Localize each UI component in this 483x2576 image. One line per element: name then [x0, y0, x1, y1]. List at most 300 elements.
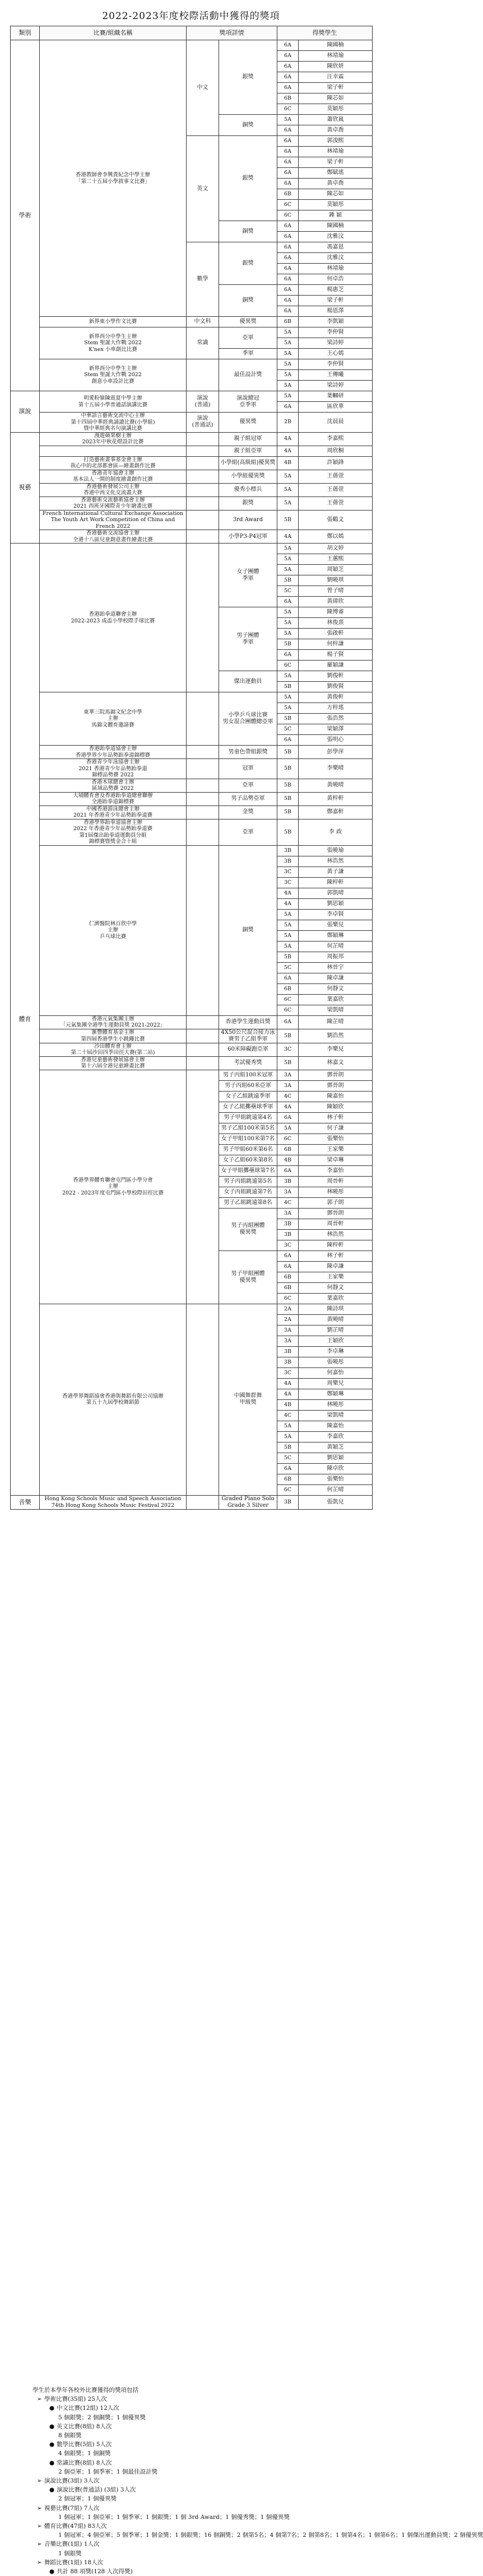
winner-class: 6A	[277, 1250, 299, 1261]
winner-class: 5A	[277, 703, 299, 714]
subject-cell	[187, 483, 219, 497]
winner-name: 張樂怡	[299, 1474, 373, 1484]
winner-class: 5A	[277, 483, 299, 497]
summary-text: 1 個銀獎	[58, 2550, 82, 2557]
winner-class: 6A	[277, 253, 299, 264]
winner-class: 3C	[277, 1367, 299, 1378]
subject-cell	[187, 446, 219, 456]
winner-class: 6A	[277, 83, 299, 93]
table-row	[11, 845, 373, 856]
winner-class: 3B	[277, 856, 299, 867]
winner-name: 陳梓軒	[299, 1240, 373, 1250]
winner-name: 林浩然	[299, 856, 373, 867]
winner-class: 5B	[277, 510, 299, 530]
winner-class: 6C	[277, 104, 299, 115]
event-cell: 明愛粉嶺陳震夏中學主辦 第十五屆小學普通話演講比賽	[40, 391, 187, 413]
summary-text: 2 個冠軍；1 個優異獎	[58, 2495, 117, 2503]
winner-class: 6A	[277, 232, 299, 242]
subject-cell	[187, 544, 219, 692]
category-cell: 體育	[11, 544, 40, 1496]
award-cell: 男子甲組跳遠第4名	[219, 1112, 277, 1123]
winner-name: 黃卓喬	[299, 179, 373, 189]
event-cell: 香港學界舞蹈協會香港與舞蹈有限公司協辦 第五十九屆學校舞蹈節	[40, 1304, 187, 1495]
winner-name: 黃梓軒	[299, 792, 373, 805]
winner-name: 何梓謙	[299, 639, 373, 650]
table-row	[11, 1015, 373, 1029]
awards-table-body	[11, 40, 373, 1510]
winner-name: 林曉彤	[299, 1187, 373, 1197]
award-cell: 3rd Award	[219, 510, 277, 530]
award-cell: 銀獎	[219, 136, 277, 221]
winner-class: 6A	[277, 168, 299, 179]
winner-class: 5A	[277, 359, 299, 370]
winner-name: 何芷晴	[299, 1484, 373, 1495]
winner-name: 鄧晉朗	[299, 1070, 373, 1080]
subject-cell	[187, 530, 219, 544]
winner-class: 6A	[277, 274, 299, 285]
subject-cell	[187, 456, 219, 470]
winner-class: 4A	[277, 446, 299, 456]
winner-class: 4C	[277, 1091, 299, 1102]
winner-name: 李樂晴	[299, 759, 373, 779]
table-row	[11, 456, 373, 470]
summary-bullet: ➢	[37, 2541, 42, 2548]
summary-line	[32, 2422, 369, 2431]
winner-class: 4A	[277, 888, 299, 898]
winner-name: 林俊熹	[299, 618, 373, 629]
winner-class: 6C	[277, 1134, 299, 1144]
summary-line	[32, 2476, 369, 2485]
award-cell: 小學乒乓球比賽 男女混合團體總亞軍	[219, 692, 277, 746]
event-cell: 香港藝術交流藝術協會主辦 2021 西班牙國際青少年繪畫比賽	[40, 497, 187, 510]
header-category: 類別	[11, 26, 40, 40]
winner-class: 6A	[277, 264, 299, 274]
event-cell: 新界西分中學生主辦 Stem 聖誕大作戰 2022 創意小車設計比賽	[40, 359, 187, 391]
winner-name: 梁卓琳	[299, 1155, 373, 1165]
table-row	[11, 446, 373, 456]
summary-text: 共計 88 項獎(128 人次得獎)	[57, 2568, 133, 2575]
winner-name: 劉思穎	[299, 1453, 373, 1463]
winner-class: 6C	[277, 994, 299, 1005]
summary-line	[32, 2386, 369, 2395]
winner-class: 5A	[277, 671, 299, 682]
winner-name: 沈晨晨	[299, 413, 373, 433]
winner-name: 周欣桐	[299, 446, 373, 456]
summary-line	[32, 2531, 483, 2540]
subject-cell	[187, 470, 219, 483]
award-cell: 親子組冠軍	[219, 432, 277, 446]
winner-class: 3B	[277, 845, 299, 856]
table-header-row	[11, 26, 373, 40]
winner-class: 6A	[277, 973, 299, 983]
winner-class: 5C	[277, 586, 299, 597]
event-cell: 新界東小學作文比賽	[40, 317, 187, 327]
winner-name: 王心嫣	[299, 349, 373, 359]
award-cell: 中國舞群舞 甲級獎	[219, 1304, 277, 1495]
winner-name: 劉俊賢	[299, 682, 373, 692]
table-row	[11, 759, 373, 779]
winner-name: 陳芯如	[299, 93, 373, 104]
category-cell: 音樂	[11, 1495, 40, 1509]
winner-class: 5A	[277, 629, 299, 639]
winner-name: 蕭欣嵐	[299, 115, 373, 125]
award-cell: 亞軍	[219, 779, 277, 792]
winner-class: 4C	[277, 1197, 299, 1208]
table-row	[11, 470, 373, 483]
winner-name: 林曉彤	[299, 1399, 373, 1410]
summary-line	[32, 2513, 369, 2522]
table-row	[11, 819, 373, 845]
summary-text: 音樂比賽(1組) 1人次	[44, 2541, 100, 2548]
winner-name: 王蒨萱	[299, 497, 373, 510]
winner-name: 方梓瑤	[299, 703, 373, 714]
event-cell: 香港青少年泳協會主辦 2021 香港青少年品勢跆拳道 錦標品勢賽 2022	[40, 759, 187, 779]
winner-name: 何靜文	[299, 1282, 373, 1293]
winner-class: 5A	[277, 115, 299, 125]
summary-text: 英文比賽(8組) 8人次	[57, 2423, 112, 2430]
summary-bullet: ➢	[37, 2523, 42, 2530]
award-cell: 金獎	[219, 805, 277, 819]
winner-class: 5A	[277, 565, 299, 575]
table-row	[11, 391, 373, 402]
award-cell: 60米障礙跑亞軍	[219, 1043, 277, 1056]
table-row	[11, 1029, 373, 1043]
table-row	[11, 1304, 373, 1314]
winner-name: 鄭賦瑤	[299, 168, 373, 179]
event-cell: 香港跆拳道聯會主辦 2022-2023 成盃小學校際手球比賽	[40, 544, 187, 692]
winner-class: 5C	[277, 724, 299, 735]
event-cell: French International Cultural Exchange Association The Youth Art Work Competition of China and French 2022	[40, 510, 187, 530]
winner-class: 3C	[277, 867, 299, 877]
winner-name: 鄧晉朗	[299, 1080, 373, 1091]
award-cell: 女子乙組跳遠季軍	[219, 1091, 277, 1102]
subject-cell	[187, 1304, 219, 1495]
winner-name: 張凱兒	[299, 1495, 373, 1509]
summary-bullet: ●	[49, 2423, 55, 2430]
winner-name: 梁凱晴	[299, 1410, 373, 1421]
award-cell: 女子甲組擲壘球第7名	[219, 1165, 277, 1176]
winner-class: 3B	[277, 1346, 299, 1357]
award-cell: 小學組優異獎	[219, 470, 277, 483]
summary-bullet: ➢	[37, 2559, 42, 2566]
award-cell: 銅獎	[219, 285, 277, 317]
award-cell: 優異獎	[219, 413, 277, 433]
winner-class: 5C	[277, 962, 299, 973]
category-cell: 演說	[11, 391, 40, 433]
winner-name: 何子謙	[299, 1123, 373, 1134]
summary-line	[32, 2404, 369, 2413]
category-cell: 視藝	[11, 432, 40, 544]
subject-cell: 演說 (普通話)	[187, 413, 219, 433]
winner-class: 6A	[277, 1261, 299, 1272]
winner-class: 6C	[277, 661, 299, 671]
winner-name: 胡文婷	[299, 544, 373, 554]
winner-class: 6A	[277, 1112, 299, 1123]
winner-name: 許穎鋒	[299, 456, 373, 470]
winner-name: 何卓浩	[299, 274, 373, 285]
summary-section	[32, 2386, 483, 2576]
winner-name: 楊子賢	[299, 650, 373, 661]
award-cell: 優異獎	[219, 317, 277, 327]
summary-line	[32, 2458, 369, 2467]
subject-cell	[187, 805, 219, 819]
summary-line	[32, 2494, 369, 2503]
award-cell: 季軍	[219, 349, 277, 359]
award-cell: 亞軍	[219, 327, 277, 349]
winner-name: 陳欣妍	[299, 62, 373, 72]
winner-name: 沈雅汶	[299, 232, 373, 242]
table-row	[11, 692, 373, 703]
winner-name: 張啟軒	[299, 629, 373, 639]
table-row	[11, 1056, 373, 1070]
summary-text: 2 個亞軍；1 個季軍；1 個最佳設計獎	[58, 2468, 158, 2475]
winner-class: 4C	[277, 1410, 299, 1421]
winner-name: 黃曉晴	[299, 779, 373, 792]
subject-cell	[187, 1029, 219, 1043]
winner-name: 張明心	[299, 735, 373, 746]
winner-class: 6B	[277, 1272, 299, 1282]
winner-class: 3A	[277, 1070, 299, 1080]
winner-class: 6A	[277, 125, 299, 136]
summary-text: 舞蹈比賽(1組) 18人次	[44, 2559, 104, 2566]
winner-name: 黃卓喬	[299, 125, 373, 136]
event-cell: 香港學界跆拳道協會主辦 2022 年香港青少年品勢跆拳道賽 第1屆傑出跆拳道運動員分組 錦標賽暨獎金合十組	[40, 819, 187, 845]
winner-class: 4A	[277, 1378, 299, 1389]
winner-class: 5A	[277, 327, 299, 338]
summary-bullet: ●	[49, 2441, 55, 2448]
winner-class: 5A	[277, 370, 299, 381]
winner-class: 2A	[277, 1304, 299, 1314]
summary-line	[32, 2540, 369, 2549]
award-cell: 演說總冠 亞季軍	[219, 391, 277, 413]
table-row	[11, 327, 373, 338]
winner-name: 李樂兒	[299, 1043, 373, 1056]
winner-class: 6A	[277, 1015, 299, 1029]
winner-name: 張樂兒	[299, 920, 373, 930]
event-cell: 漫遊蘋果樹主辦 2023年中秋花燈設計比賽	[40, 432, 187, 446]
event-cell: 香港木球總會主辦 區域品勢賽 2022	[40, 779, 187, 792]
event-cell: 香港跆拳道協會主辦 香港學界少年品勢跆拳道錦標賽	[40, 746, 187, 759]
winner-name: 黃子謙	[299, 867, 373, 877]
winner-class: 3A	[277, 1187, 299, 1197]
table-row	[11, 432, 373, 446]
summary-line	[32, 2440, 369, 2449]
winner-class: 3A	[277, 1080, 299, 1091]
award-cell: 女子乙組擲壘球季軍	[219, 1102, 277, 1112]
award-cell: 優秀小標兵	[219, 483, 277, 497]
winner-class: 5B	[277, 779, 299, 792]
winner-class: 6A	[277, 597, 299, 607]
winner-name: 鄭穎琳	[299, 930, 373, 941]
winner-name: 張樂怡	[299, 1134, 373, 1144]
summary-line	[32, 2431, 369, 2440]
header-winners: 得獎學生	[277, 26, 373, 40]
subject-cell	[187, 779, 219, 792]
winner-class: 4A	[277, 1389, 299, 1399]
subject-cell: 中文	[187, 40, 219, 136]
summary-text: 學術比賽(35組) 25人次	[44, 2396, 107, 2403]
award-cell: 男子丙組60米亞軍	[219, 1080, 277, 1091]
winner-name: 楊惠芝	[299, 285, 373, 296]
winner-name: 林晉宇	[299, 962, 373, 973]
winner-name: 李卓賢	[299, 909, 373, 920]
winner-class: 5A	[277, 1421, 299, 1431]
winner-name: 曾子晴	[299, 586, 373, 597]
winner-class: 3B	[277, 1176, 299, 1187]
award-cell: 男子乙組跳遠第8名	[219, 1197, 277, 1208]
winner-class: 5A	[277, 349, 299, 359]
event-cell: 東華三院馬錦文紀念中學 主辦 馬錦文體育邀請賽	[40, 692, 187, 746]
winner-class: 5B	[277, 792, 299, 805]
summary-text: 數學比賽(5組) 5人次	[57, 2441, 112, 2448]
summary-line	[32, 2449, 369, 2458]
winner-name: 周振邦	[299, 952, 373, 962]
document-title: 2022-2023年度校際活動中獲得的獎項	[102, 11, 280, 22]
award-cell: 女子甲組100米第7名	[219, 1134, 277, 1144]
winner-class: 6B	[277, 1474, 299, 1484]
winner-name: 葉嘉欣	[299, 994, 373, 1005]
subject-cell	[187, 1495, 219, 1509]
winner-class: 5A	[277, 381, 299, 391]
winner-name: 黃俊軒	[299, 692, 373, 703]
summary-line	[32, 2558, 369, 2567]
winner-class: 6A	[277, 402, 299, 413]
winner-name: 沈雅汶	[299, 253, 373, 264]
summary-text: 中文比賽(12組) 12人次	[57, 2405, 119, 2412]
winner-class: 2B	[277, 413, 299, 433]
award-cell: 男子丙組團體 優異獎	[219, 1208, 277, 1250]
winner-name: 張鶴文	[299, 510, 373, 530]
winner-name: 陳芷晴	[299, 1015, 373, 1029]
winner-name: 陳卓謙	[299, 973, 373, 983]
award-cell: 4X50公尺混合接力泳賽男子乙組季軍	[219, 1029, 277, 1043]
table-row	[11, 510, 373, 530]
event-cell: 仁濟醫院林百欣中學 主辦 乒乓球比賽	[40, 845, 187, 1015]
table-row	[11, 746, 373, 759]
winner-name: 周穎芝	[299, 565, 373, 575]
event-cell: 大埔體育會及香港跆拳道總會聯辦 全港跆拳道錦標賽	[40, 792, 187, 805]
winner-name: 林浩然	[299, 1229, 373, 1240]
winner-class: 4A	[277, 898, 299, 909]
winner-name: 王穎欣	[299, 1336, 373, 1346]
winner-name: 王家樂	[299, 1144, 373, 1155]
winner-name: 彭學萍	[299, 746, 373, 759]
subject-cell	[187, 497, 219, 510]
award-cell: 女子乙組60米第8名	[219, 1155, 277, 1165]
winner-name: 李 政	[299, 819, 373, 845]
winner-name: 莫穎彤	[299, 104, 373, 115]
winner-name: 李嘉怡	[299, 1165, 373, 1176]
header-award: 獎項詳情	[187, 26, 277, 40]
subject-cell	[187, 746, 219, 759]
winner-class: 6C	[277, 200, 299, 210]
subject-cell	[187, 759, 219, 779]
winner-class: 3B	[277, 1357, 299, 1367]
header-event: 比賽/組織名稱	[40, 26, 187, 40]
winner-class: 6B	[277, 189, 299, 200]
winner-name: 鄭穎琳	[299, 1389, 373, 1399]
event-cell: 香港元氣集團主辦 「元氣集團全港學生運動員獎 2021-2022」	[40, 1015, 187, 1029]
award-cell: 銅獎	[219, 115, 277, 136]
table-row	[11, 1043, 373, 1056]
winner-class: 6C	[277, 1005, 299, 1015]
winner-name: 王蒨萱	[299, 483, 373, 497]
winner-name: 梁詩婷	[299, 381, 373, 391]
summary-text: 8 個銀獎	[58, 2432, 82, 2439]
table-row	[11, 317, 373, 327]
subject-cell	[187, 1056, 219, 1070]
summary-text: 5 個銀獎；2 個銅獎；1 個優異獎	[58, 2414, 146, 2421]
winner-class: 6B	[277, 1282, 299, 1293]
winner-name: 陳博睿	[299, 607, 373, 618]
table-row	[11, 544, 373, 554]
winner-class: 3C	[277, 877, 299, 888]
summary-bullet: ➢	[37, 2477, 42, 2485]
table-row	[11, 805, 373, 819]
winner-name: 周樂兒	[299, 1378, 373, 1389]
winner-class: 6C	[277, 1484, 299, 1495]
winner-class: 6A	[277, 296, 299, 306]
winner-name: 何靜文	[299, 983, 373, 994]
subject-cell: 常識	[187, 327, 219, 359]
winner-class: 6A	[277, 72, 299, 83]
winner-class: 6A	[277, 1463, 299, 1474]
winner-class: 2A	[277, 1314, 299, 1325]
summary-line	[32, 2504, 369, 2513]
award-cell: 傑出運動員	[219, 671, 277, 692]
winner-class: 5B	[277, 1056, 299, 1070]
winner-name: 區欣華	[299, 402, 373, 413]
winner-name: 梁子軒	[299, 83, 373, 93]
subject-cell	[187, 1015, 219, 1029]
winner-class: 4A	[277, 530, 299, 544]
winner-class: 4B	[277, 1155, 299, 1165]
winner-class: 5A	[277, 554, 299, 565]
summary-line	[32, 2395, 369, 2404]
winner-class: 6B	[277, 93, 299, 104]
winner-class: 3C	[277, 1240, 299, 1250]
winner-name: 陳芯如	[299, 189, 373, 200]
award-cell: 香港學生運動員獎	[219, 1015, 277, 1029]
winner-class: 4B	[277, 456, 299, 470]
winner-name: 李凱穎	[299, 317, 373, 327]
subject-cell	[187, 359, 219, 391]
summary-bullet: ●	[49, 2486, 55, 2494]
winner-class: 5A	[277, 920, 299, 930]
winner-class: 6A	[277, 51, 299, 62]
winner-class: 4A	[277, 1102, 299, 1112]
winner-name: 葉嘉欣	[299, 1293, 373, 1304]
winner-name: 劉思穎	[299, 898, 373, 909]
winner-name: 劉浩然	[299, 1029, 373, 1043]
winner-class: 5B	[277, 575, 299, 586]
summary-text: 常識比賽(8組) 8人次	[57, 2459, 112, 2466]
winner-class: 6C	[277, 1293, 299, 1304]
award-cell: 銅獎	[219, 221, 277, 242]
winner-class: 5A	[277, 497, 299, 510]
summary-line	[32, 2549, 369, 2558]
winner-class: 4B	[277, 1399, 299, 1410]
table-row	[11, 792, 373, 805]
winner-class: 5A	[277, 909, 299, 920]
winner-class: 5A	[277, 618, 299, 629]
winner-class: 6B	[277, 1144, 299, 1155]
winner-name: 陳卓謙	[299, 1261, 373, 1272]
winner-name: 梁子軒	[299, 296, 373, 306]
winner-class: 6A	[277, 1165, 299, 1176]
summary-text: 演說比賽(普通話) (3組) 3人次	[57, 2486, 136, 2494]
winner-name: 李仲賢	[299, 359, 373, 370]
